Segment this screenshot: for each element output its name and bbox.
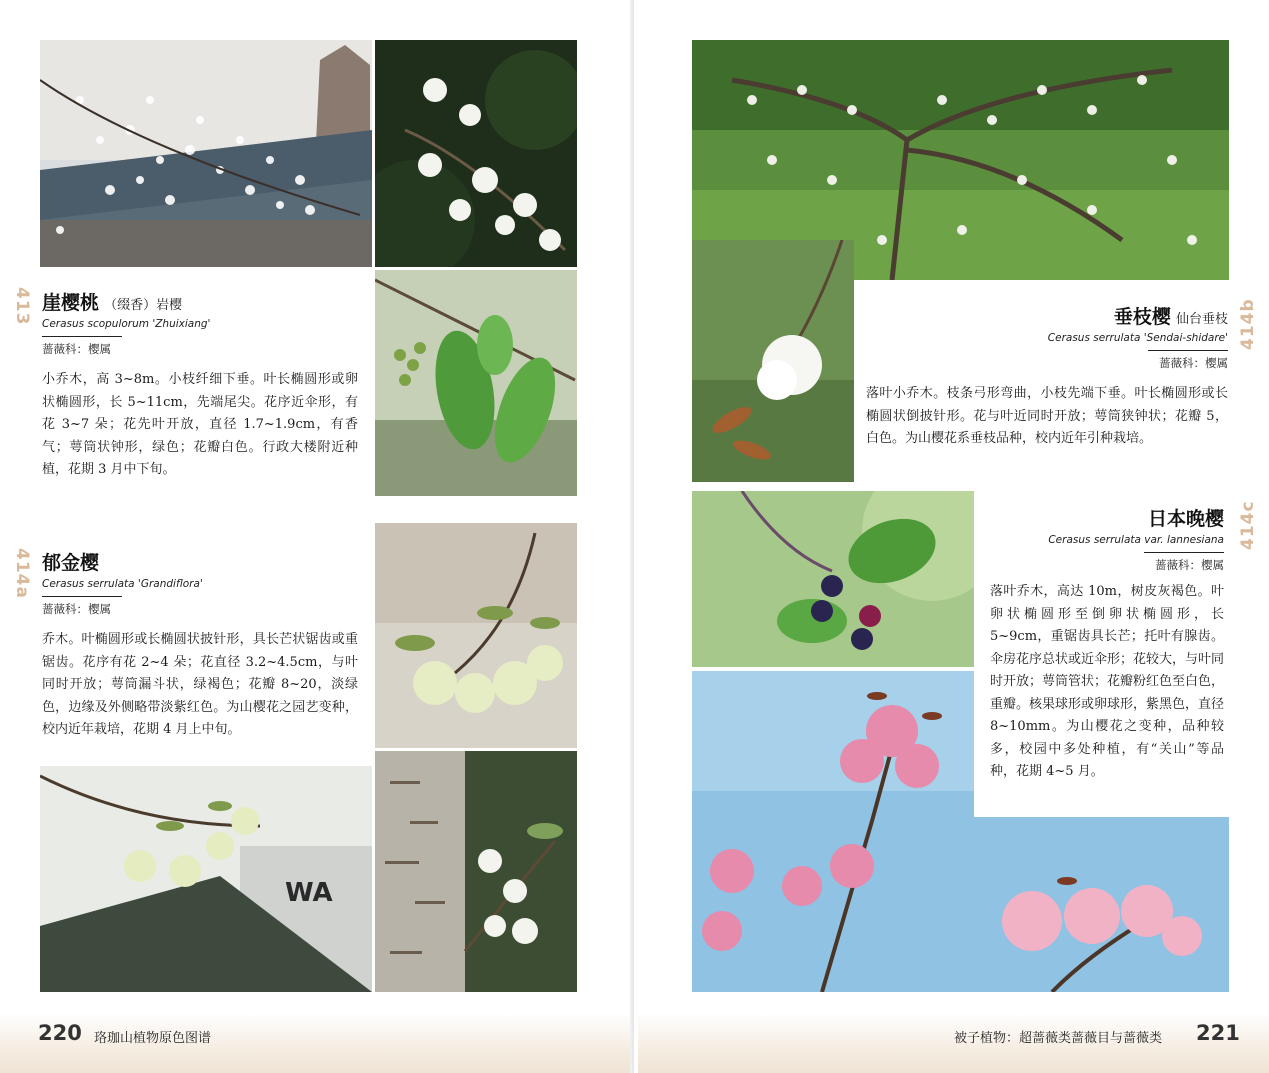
family-label: 蔷薇科：樱属 <box>42 596 122 617</box>
entry-number-414c: 414c <box>1238 500 1258 550</box>
species-name: 日本晚樱 <box>1147 508 1224 530</box>
entry-title <box>866 302 1228 329</box>
entry-number-414b: 414b <box>1238 298 1258 350</box>
entry-414a <box>42 548 358 742</box>
book-title: 珞珈山植物原色图谱 <box>94 1031 212 1046</box>
entry-title <box>990 504 1224 531</box>
photo-cherry-fruit <box>692 491 974 667</box>
svg-text:WA: WA <box>285 878 333 908</box>
family-label: 蔷薇科：樱属 <box>1148 350 1228 371</box>
entry-number-414a: 414a <box>12 548 32 599</box>
family-label: 蔷薇科：樱属 <box>1144 552 1224 573</box>
species-description: 落叶乔木，高达 10m，树皮灰褐色。叶卵状椭圆形至倒卵状椭圆形，长 5~9cm，重锯齿具长芒；托叶有腺齿。伞房花序总状或近伞形；花较大，与叶同时开放；萼筒管状；花瓣粉红色至白色，重瓣。核果球形或卵球形，紫黑色，直径 8~10mm。为山樱花之变种，品种较多，校园中多处种植，有“关山”等品种，花期 4~5 月。 <box>990 584 1225 779</box>
species-description: 小乔木，高 3~8m。小枝纤细下垂。叶长椭圆形或卵状椭圆形，长 5~11cm，先端尾尖。花序近伞形，有花 3~7 朵；花先叶开放，直径 1.7~1.9cm，有香气；萼筒状钟形，绿色；花瓣白色。行政大楼附近种植，花期 3 月中下旬。 <box>42 372 358 477</box>
photo-trunk-white-flowers <box>375 751 577 992</box>
footer-right <box>638 1013 1269 1073</box>
entry-413 <box>42 288 358 482</box>
species-name: 垂枝樱 <box>1113 306 1171 328</box>
entry-414c <box>990 504 1224 784</box>
latin-name: Cerasus serrulata var. lannesiana <box>1048 534 1224 546</box>
entry-414b <box>866 302 1228 451</box>
species-name: 崖樱桃 <box>42 292 100 314</box>
species-description: 乔木。叶椭圆形或长椭圆状披针形，具长芒状锯齿或重锯齿。花序有花 2~4 朵；花直径 3.2~4.5cm，与叶同时开放；萼筒漏斗状，绿褐色；花瓣 8~20，淡绿色，边缘及外侧略带淡紫红色。为山樱花之园艺变种，校内近年栽培，花期 4 月上中旬。 <box>42 632 358 737</box>
photo-green-leaves-fruit <box>375 270 577 496</box>
photo-white-flowers-closeup <box>375 40 577 267</box>
species-alias: （缀香）岩樱 <box>104 298 183 313</box>
photo-pale-green-blossoms <box>375 523 577 748</box>
page-number: 220 <box>38 1021 82 1045</box>
entry-title <box>42 288 358 315</box>
photo-blossoms-building <box>40 766 372 992</box>
right-page <box>634 0 1269 1073</box>
family-wrap <box>990 546 1224 573</box>
photo-weeping-blossom <box>692 240 854 482</box>
latin-name: Cerasus scopulorum 'Zhuixiang' <box>42 318 211 330</box>
species-name: 郁金樱 <box>42 552 100 574</box>
latin-name: Cerasus serrulata 'Sendai-shidare' <box>1047 332 1228 344</box>
footer-left <box>0 1013 630 1073</box>
page-number: 221 <box>1196 1021 1240 1045</box>
species-alias: 仙台垂枝 <box>1175 312 1228 327</box>
entry-title <box>42 548 358 575</box>
section-title: 被子植物：超蔷薇类蔷薇目与蔷薇类 <box>954 1031 1163 1046</box>
entry-number-413: 413 <box>12 287 32 326</box>
left-page <box>0 0 634 1073</box>
photo-blossom-pagoda <box>40 40 372 267</box>
family-label: 蔷薇科：樱属 <box>42 336 122 357</box>
species-description: 落叶小乔木。枝条弓形弯曲，小枝先端下垂。叶长椭圆形或长椭圆状倒披针形。花与叶近同时开放；萼筒狭钟状；花瓣 5，白色。为山樱花系垂枝品种，校内近年引种栽培。 <box>866 386 1228 446</box>
latin-name: Cerasus serrulata 'Grandiflora' <box>42 578 203 590</box>
